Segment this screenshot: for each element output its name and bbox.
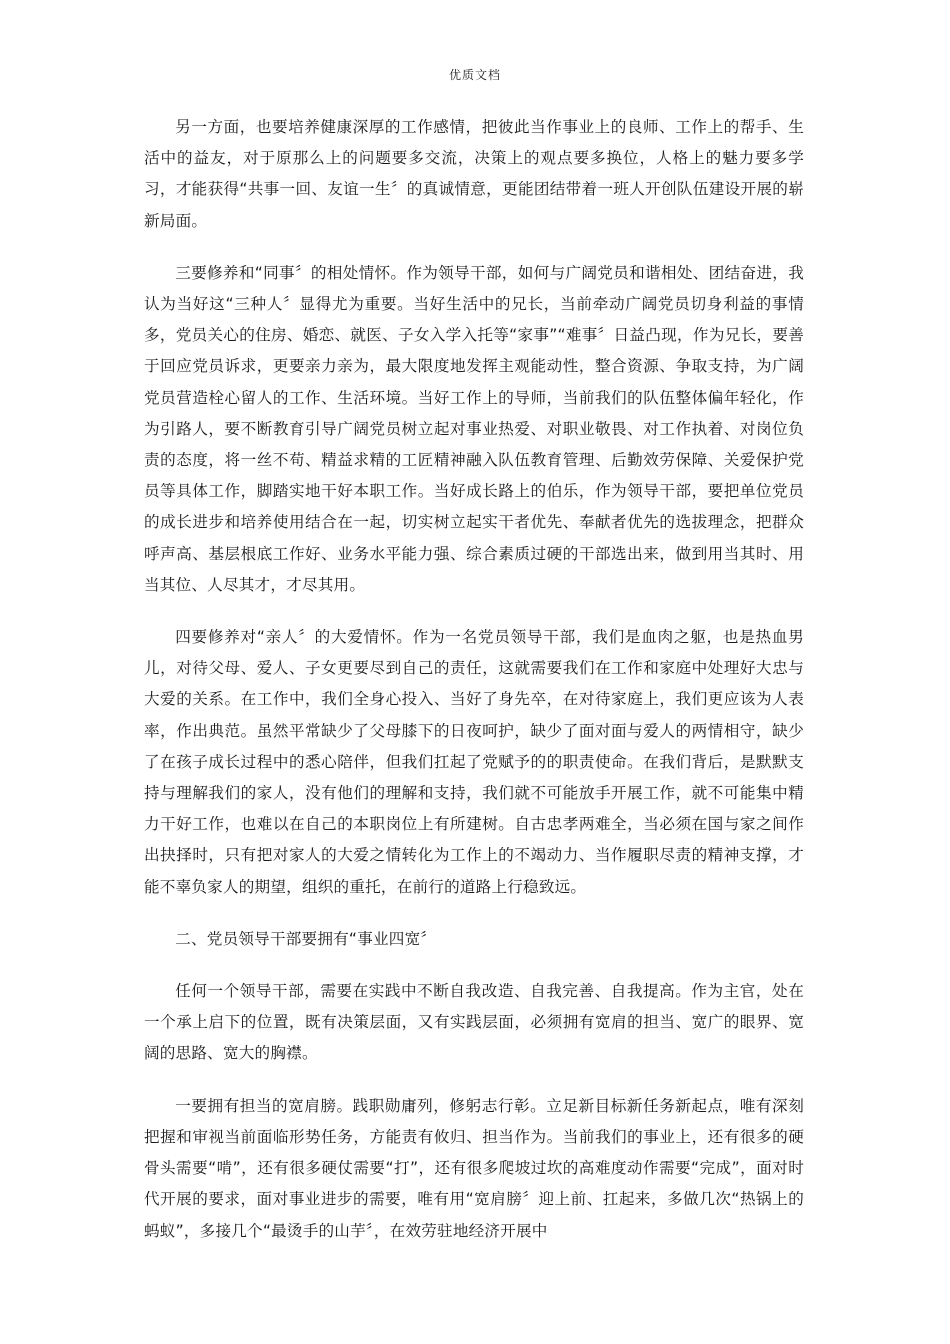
document-body xyxy=(144,112,804,1268)
paragraph-colleague-relations: 三要修养和“同事〞的相处情怀。作为领导干部，如何与广阔党员和谐相处、团结奋进，我认为当好这“三种人〞显得尤为重要。当好生活中的兄长，当前牵动广阔党员切身利益的事情多，党员关心的住房、婚恋、就医、子女入学入托等“家事”“难事〞日益凸现，作为兄长，要善于回应党员诉求，更要亲力亲为，最大限度地发挥主观能动性，整合资源、争取支持，为广阔党员营造栓心留人的工作、生活环境。当好工作上的导师，当前我们的队伍整体偏年轻化，作为引路人，要不断教育引导广阔党员树立起对事业热爱、对职业敬畏、对工作执着、对岗位负责的态度，将一丝不苟、精益求精的工匠精神融入队伍教育管理、后勤效劳保障、关爱保护党员等具体工作，脚踏实地干好本职工作。当好成长路上的伯乐，作为领导干部，要把单位党员的成长进步和培养使用结合在一起，切实树立起实干者优先、奉献者优先的选拔理念，把群众呼声高、基层根底工作好、业务水平能力强、综合素质过硬的干部选出来，做到用当其时、用当其位、人尽其才，才尽其用。 xyxy=(144,263,804,594)
paragraph-work-feelings: 另一方面，也要培养健康深厚的工作感情，把彼此当作事业上的良师、工作上的帮手、生活中的益友，对于原那么上的问题要多交流，决策上的观点要多换位，人格上的魅力要多学习，才能获得“共事一回、友谊一生〞的真诚情意，更能团结带着一班人开创队伍建设开展的崭新局面。 xyxy=(144,118,804,230)
section-heading-career-four-broad: 二、党员领导干部要拥有“事业四宽〞 xyxy=(175,929,437,948)
paragraph-broad-shoulders: 一要拥有担当的宽肩膀。践职勋庸列，修躬志行彰。立足新目标新任务新起点，唯有深刻把握和审视当前面临形势任务，方能责有攸归、担当作为。当前我们的事业上，还有很多的硬骨头需要“啃”，还有很多硬仗需要“打”，还有很多爬坡过坎的高难度动作需要“完成”，面对时代开展的要求，面对事业进步的需要，唯有用“宽肩膀〞迎上前、扛起来，多做几次“热锅上的蚂蚁”，多接几个“最烫手的山芋〞，在效劳驻地经济开展中 xyxy=(144,1096,804,1240)
paragraph-self-improvement: 任何一个领导干部，需要在实践中不断自我改造、自我完善、自我提高。作为主官，处在一个承上启下的位置，既有决策层面，又有实践层面，必须拥有宽肩的担当、宽广的眼界、宽阔的思路、宽大的胸襟。 xyxy=(144,982,804,1063)
paragraph-family-love: 四要修养对“亲人〞的大爱情怀。作为一名党员领导干部，我们是血肉之躯，也是热血男儿，对待父母、爱人、子女更要尽到自己的责任，这就需要我们在工作和家庭中处理好大忠与大爱的关系。在工作中，我们全身心投入、当好了身先卒，在对待家庭上，我们更应该为人表率，作出典范。虽然平常缺少了父母膝下的日夜呵护，缺少了面对面与爱人的两情相守，缺少了在孩子成长过程中的悉心陪伴，但我们扛起了党赋予的的职责使命。在我们背后，是默默支持与理解我们的家人，没有他们的理解和支持，我们就不可能放手开展工作，就不可能集中精力干好工作，也难以在自己的本职岗位上有所建树。自古忠孝两难全，当必须在国与家之间作出抉择时，只有把对家人的大爱之情转化为工作上的不竭动力、当作履职尽责的精神支撑，才能不辜负家人的期望，组织的重托，在前行的道路上行稳致远。 xyxy=(144,628,804,896)
document-header: 优质文档 xyxy=(448,68,501,82)
